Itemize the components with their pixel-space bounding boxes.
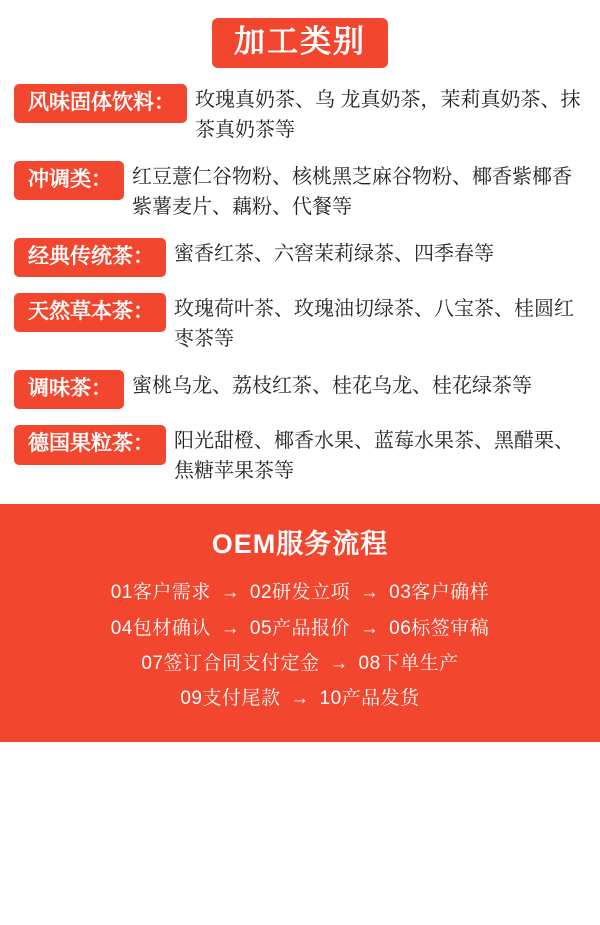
arrow-icon: → xyxy=(329,652,349,674)
list-item xyxy=(14,236,586,277)
list-item xyxy=(14,423,586,486)
oem-step: 06标签审稿 xyxy=(389,617,490,639)
oem-step: 03客户确样 xyxy=(389,582,490,604)
oem-flow-line xyxy=(0,611,600,646)
oem-step: 04包材确认 xyxy=(110,617,211,639)
category-label: 天然草本茶： xyxy=(14,293,166,332)
category-text: 玫瑰真奶茶、乌 龙真奶茶，茉莉真奶茶、抹茶真奶茶等 xyxy=(195,89,581,142)
oem-step: 08下单生产 xyxy=(358,652,459,674)
oem-flow-line xyxy=(0,575,600,610)
page-title: 加工类别 xyxy=(212,18,388,68)
oem-title: OEM服务流程 xyxy=(211,529,389,560)
category-list xyxy=(0,82,600,486)
category-text: 蜜香红茶、六窖茉莉绿茶、四季春等 xyxy=(174,243,494,266)
arrow-icon: → xyxy=(359,582,380,604)
category-label: 风味固体饮料： xyxy=(14,84,187,123)
category-label: 冲调类： xyxy=(14,161,124,200)
category-text: 阳光甜橙、椰香水果、蓝莓水果茶、黑醋栗、焦糖苹果茶等 xyxy=(174,430,574,483)
arrow-icon: → xyxy=(359,617,380,639)
oem-step: 10产品发货 xyxy=(319,687,420,709)
arrow-icon: → xyxy=(290,687,310,709)
category-label: 德国果粒茶： xyxy=(14,425,166,464)
oem-step: 05产品报价 xyxy=(249,617,351,639)
list-item xyxy=(14,291,586,354)
main-title-container xyxy=(0,0,600,82)
arrow-icon: → xyxy=(220,617,241,639)
category-text: 红豆薏仁谷物粉、核桃黑芝麻谷物粉、椰香紫椰香紫薯麦片、藕粉、代餐等 xyxy=(132,166,572,219)
category-text: 玫瑰荷叶茶、玫瑰油切绿茶、八宝茶、桂圆红枣茶等 xyxy=(174,298,574,351)
list-item xyxy=(14,82,586,145)
oem-process-section xyxy=(0,504,600,742)
oem-flow-line xyxy=(0,681,600,716)
oem-step: 07签订合同支付定金 xyxy=(141,652,320,674)
category-label: 调味茶： xyxy=(14,370,124,409)
oem-flow-line xyxy=(0,646,600,681)
list-item xyxy=(14,368,586,409)
oem-step: 09支付尾款 xyxy=(180,687,281,709)
oem-step: 02研发立项 xyxy=(249,582,351,604)
arrow-icon: → xyxy=(220,582,241,604)
list-item xyxy=(14,159,586,222)
category-text: 蜜桃乌龙、荔枝红茶、桂花乌龙、桂花绿茶等 xyxy=(132,375,532,398)
oem-step: 01客户需求 xyxy=(110,582,211,604)
category-label: 经典传统茶： xyxy=(14,238,166,277)
